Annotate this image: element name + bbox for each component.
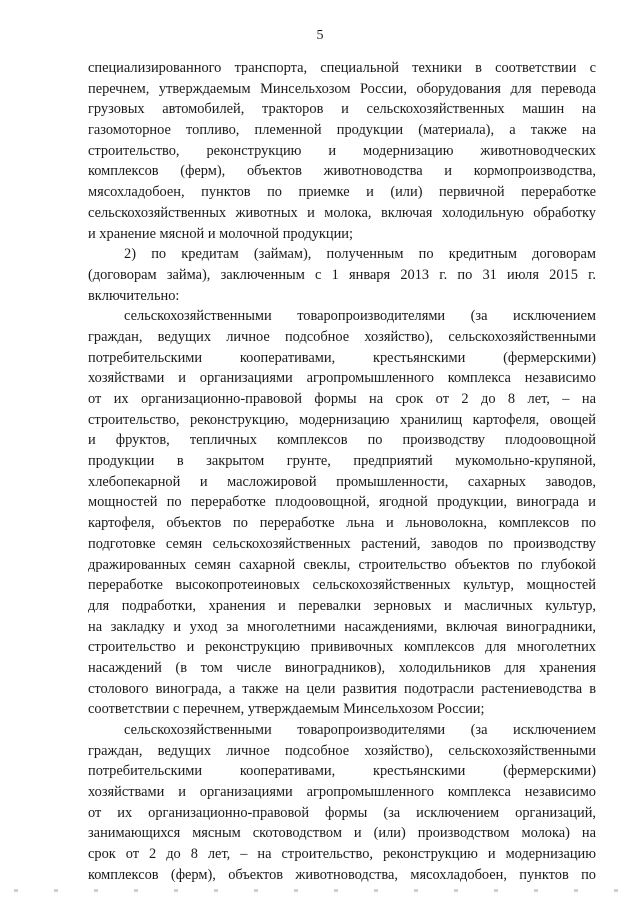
page-number: 5 — [316, 28, 324, 43]
text-line: переработке высокопротеиновых сельскохозяйственных культур, мощностей — [88, 577, 596, 594]
text-line: занимающихся мясным скотоводством и (или) производством молока) на — [88, 825, 596, 842]
text-line: потребительскими кооперативами, крестьянскими (фермерскими) — [88, 763, 596, 780]
text-line: и фруктов, тепличных комплексов по производству плодоовощной — [88, 432, 596, 449]
text-line: строительство, реконструкцию, модернизацию хранилищ картофеля, овощей — [88, 411, 596, 428]
text-line: грузовых автомобилей, тракторов и сельскохозяйственных машин на — [88, 101, 596, 118]
text-line: газомоторное топливо, племенной продукции (материала), а также на — [88, 122, 596, 139]
text-line: хозяйствами и организациями агропромышленного комплекса независимо — [88, 370, 596, 387]
text-line: строительство, реконструкцию и модернизацию животноводческих — [88, 142, 596, 159]
text-line: мощностей по переработке плодоовощной, ягодной продукции, винограда и — [88, 494, 596, 511]
text-line: для подработки, хранения и перевалки зерновых и масличных культур, — [88, 597, 596, 614]
text-line: срок от 2 до 8 лет, – на строительство, реконструкцию и модернизацию — [88, 846, 596, 863]
text-line: подготовке семян сельскохозяйственных растений, заводов по производству — [88, 535, 596, 552]
text-line: 2) по кредитам (займам), полученным по кредитным договорам — [124, 246, 596, 263]
text-line: комплексов (ферм), объектов животноводства, мясохладобоен, пунктов по — [88, 866, 596, 883]
text-line: строительство и реконструкцию прививочных комплексов для многолетних — [88, 639, 596, 656]
text-line: специализированного транспорта, специальной техники в соответствии с — [88, 60, 596, 76]
text-line: граждан, ведущих личное подсобное хозяйство), сельскохозяйственными — [88, 328, 596, 345]
text-line: мясохладобоен, пунктов по приемке и (или) первичной переработке — [88, 184, 596, 201]
text-line: от их организационно-правовой формы на срок от 2 до 8 лет, – на — [88, 391, 596, 407]
text-line: продукции в закрытом грунте, предприятий мукомольно-крупяной, — [88, 453, 596, 470]
text-line: сельскохозяйственными товаропроизводителями (за исключением — [124, 308, 596, 325]
text-line: картофеля, объектов по переработке льна и льноволокна, комплексов по — [88, 515, 596, 532]
text-line: столового винограда, а также на цели развития подотрасли растениеводства в — [88, 680, 596, 697]
text-line: граждан, ведущих личное подсобное хозяйство), сельскохозяйственными — [88, 742, 596, 759]
text-line: включительно: — [88, 287, 180, 304]
text-line: сельскохозяйственными товаропроизводителями (за исключением — [124, 722, 596, 738]
scan-artifact — [0, 889, 640, 892]
text-line: перечнем, утверждаемым Минсельхозом России, оборудования для перевода — [88, 80, 596, 97]
text-line: потребительскими кооперативами, крестьянскими (фермерскими) — [88, 349, 596, 366]
text-line: дражированных семян сахарной свеклы, строительство объектов по глубокой — [88, 556, 596, 573]
text-line: комплексов (ферм), объектов животноводства и кормопроизводства, — [88, 163, 596, 180]
text-line: от их организационно-правовой формы (за исключением организаций, — [88, 804, 596, 821]
text-line: и хранение мясной и молочной продукции; — [88, 225, 353, 242]
text-line: сельскохозяйственных животных и молока, включая холодильную обработку — [88, 204, 596, 221]
text-line: хозяйствами и организациями агропромышленного комплекса независимо — [88, 784, 596, 801]
text-line: хлебопекарной и масложировой промышленности, сахарных заводов, — [88, 473, 596, 490]
document-body — [88, 58, 596, 886]
text-line: соответствии с перечнем, утверждаемым Минсельхозом России; — [88, 701, 485, 718]
text-line: насаждений (в том числе виноградников), холодильников для хранения — [88, 659, 596, 676]
text-line: на закладку и уход за многолетними насаждениями, включая виноградники, — [88, 618, 596, 635]
text-line: (договорам займа), заключенным с 1 января 2013 г. по 31 июля 2015 г. — [88, 266, 596, 283]
